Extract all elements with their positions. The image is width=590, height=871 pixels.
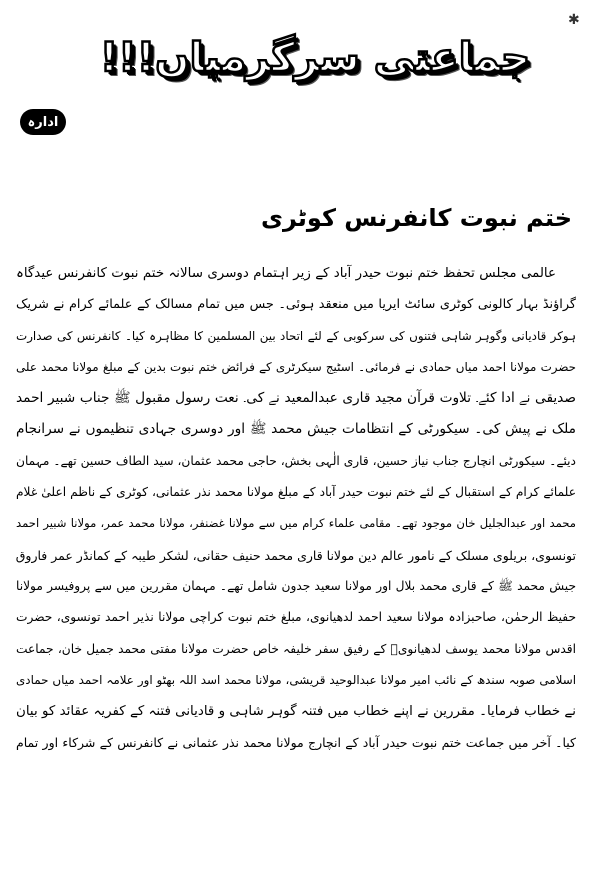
- article-line: اقدس مولانا محمد یوسف لدھیانویؒ کے رفیق سفر خلیفہ خاص حضرت مولانا مفتی محمد جمیل خان، جماعت: [16, 641, 576, 656]
- article-line: ملک نے پیش کی۔ سیکورٹی کے انتظامات جیش محمد ﷺ اور دوسری جہادی تنظیموں نے سرانجام: [16, 421, 576, 438]
- article-line: حفیظ الرحمٰن، صاحبزادہ مولانا سعید احمد لدھیانوی، مبلغ ختم نبوت کراچی مولانا نذیر احمد تونسوی، حضرت: [16, 610, 576, 625]
- article-line: اسلامی صوبہ سندھ کے نائب امیر مولانا عبدالوحید قریشی، مولانا محمد اسد اللہ بھٹو اور علامہ احمد میاں حمادی: [16, 672, 576, 687]
- article-line: ہوکر قادیانی وگوہر شاہی فتنوں کی سرکوبی کے لئے اتحاد بین المسلمین کا مظاہرہ کیا۔ کانفرنس کی صدارت: [16, 328, 576, 343]
- article-line: حضرت مولانا احمد میاں حمادی نے فرمائی۔ اسٹیج سیکرٹری کے فرائض ختم نبوت بدین کے مبلغ مولانا محمد علی: [16, 359, 576, 374]
- article-line: گراؤنڈ بہار کالونی کوٹری سائٹ ایریا میں منعقد ہوئی۔ جس میں تمام مسالک کے علمائے کرام نے شریک: [16, 297, 576, 313]
- star-ornament-icon: ✱: [568, 12, 580, 28]
- article-line: دیئے۔ سیکورٹی انچارج جناب نیاز حسین، قاری الٰہی بخش، حاجی محمد عثمان، سید الطاف حسین تھے۔ مہمان: [16, 453, 576, 468]
- article-line: کیا۔ آخر میں جماعت ختم نبوت حیدر آباد کے انچارج مولانا محمد نذر عثمانی نے کانفرنس کے شرکاء اور تمام: [16, 735, 576, 751]
- article-line: علمائے کرام کے استقبال کے لئے ختم نبوت حیدر آباد کے مبلغ مولانا محمد نذر عثمانی، کوٹری کے ناظم اعلیٰ غلام: [16, 485, 576, 500]
- article-line: نے خطاب فرمایا۔ مقررین نے اپنے خطاب میں فتنہ گوہر شاہی و قادیانی فتنہ کے کفریہ عقائد کو بیان: [16, 704, 576, 720]
- page-banner: [100, 14, 530, 100]
- article-line: محمد اور عبدالجلیل خان موجود تھے۔ مقامی علماء کرام میں سے مولانا غضنفر، مولانا محمد عمر، مولانا شبیر احمد: [16, 516, 576, 531]
- article-line: تونسوی، بریلوی مسلک کے نامور عالم دین مولانا قاری محمد حنیف حقانی، لشکر طیبہ کے کمانڈر عمر فاروق: [16, 547, 576, 563]
- article-line: صدیقی نے ادا کئے۔ تلاوت قرآن مجید قاری عبدالمعید نے کی۔ نعت رسول مقبول ﷺ جناب شبیر احمد: [16, 390, 576, 407]
- article-line: عالمی مجلس تحفظ ختم نبوت حیدر آباد کے زیر اہتمام دوسری سالانہ ختم نبوت کانفرنس عیدگاہ: [16, 266, 556, 281]
- article-line: جیش محمد ﷺ کے قاری محمد بلال اور مولانا سعید جدون شامل تھے۔ مہمان مقررین میں سے پروفیسر مولانا: [16, 578, 576, 593]
- section-heading: ختم نبوت کانفرنس کوٹری: [260, 204, 572, 232]
- page-title: جماعتی سرگرمیاں!!!: [99, 33, 531, 81]
- article-body: [16, 258, 576, 759]
- author-badge: ادارہ: [20, 109, 66, 135]
